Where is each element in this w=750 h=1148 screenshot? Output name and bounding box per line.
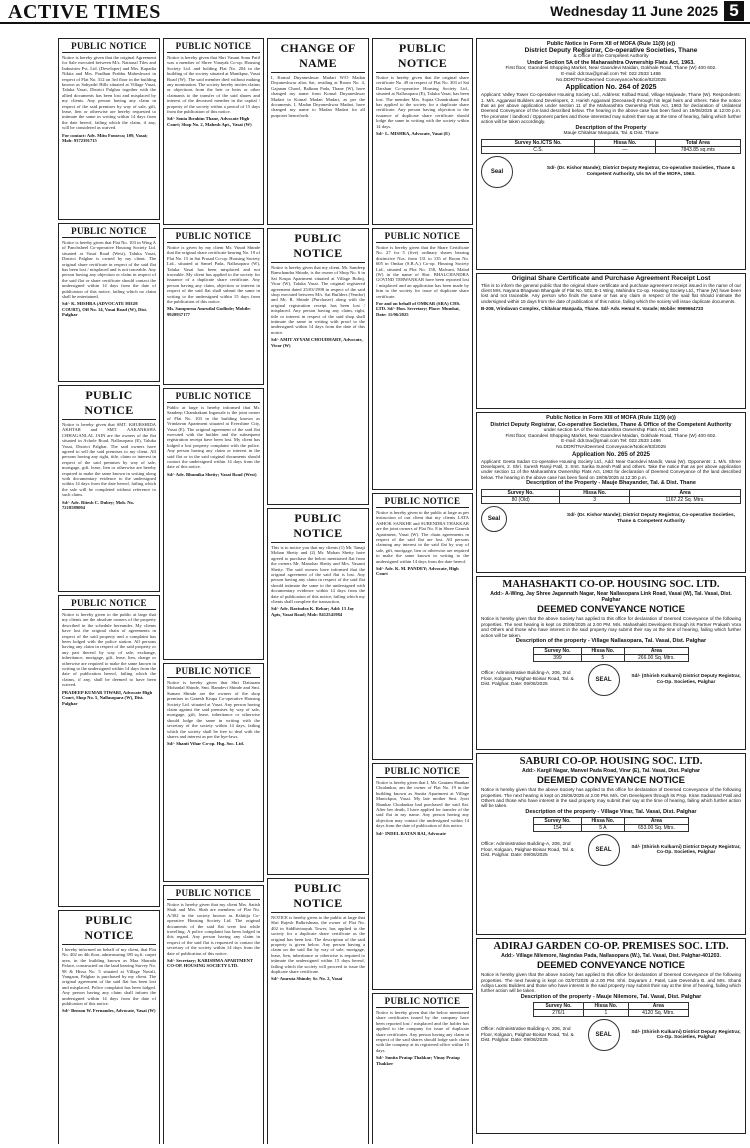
notice-body: Notice is hereby given that the above Society has applied to this office for declaration of Deemed Conveyance of the following properties. The next hearing is kept on 25/06/2025 at 2.00 PM. M/s. Mahashakti Developers through its Partner Prakash Vora and Others and those who have interest in the said property may submit their say at the time of hearing, failing which further action will be taken. [481,616,741,638]
notice-title: Original Share Certificate and Purchase Agreement Receipt Lost [511,275,711,282]
notice-signature: Sd/- INDEL RATAN BAI, Advocate [376,830,446,836]
officer-signature: Sd/- (Shirish Kulkarni) District Deputy Registrar, Co-Op. Societies, Palghar [631,844,741,856]
notice-title: PUBLIC NOTICE [376,996,469,1008]
notice-signature: For and on behalf of OMKAR (SRA) CHS. LTD. Sd/- Hon. Secretary; Place: Mumbai, Date: 11/06/2025 [376,301,461,317]
table-cell: 80 (Old) [482,496,560,503]
table-header: Area [628,1003,688,1010]
table-cell: 276/1 [534,1010,584,1017]
deemed-conveyance-heading: DEEMED CONVEYANCE NOTICE [537,775,685,787]
table-header: Hissa No. [581,818,624,825]
society-name: MAHASHAKTI CO-OP. HOUSING SOC. LTD. [502,579,720,590]
notice-signature: Sd/- L. MISHRA, Advocate, Vasai (E) [376,131,450,137]
office-contact: E-mail: ddr.tna@gmail.com Tel: 022 2533 1486 [561,71,661,77]
table-header: Survey No. [534,818,582,825]
table-cell: C.S. [482,146,595,153]
notice-body: Notice is given by my client Mr. Vinod Shinde that the original share certificate bearing No. 19 of Flat No. 15 in Sai Prasad Co-op. Housing Society Ltd., situated at Samel Pada, Nallasopara (W), Taluka Vasai has been misplaced and not traceable. My client has applied to the society for issuance of a duplicate share certificate. Any person having any claim, objection or interest in respect of the said flat shall submit the same in writing to the undersigned within 15 days from the publication of this notice. [167,245,260,305]
seal-stamp: Seal [481,156,513,188]
column-3 [267,38,369,1144]
public-notice [372,493,473,760]
form-line: Public Notice in Form XIII of MOFA (Rule 11(9) (e)) [546,415,676,421]
notice-title: PUBLIC NOTICE [376,231,469,243]
table-header: Survey No. [534,647,582,654]
notice-body: Notice is hereby given that my client, Mr. Sandeep Ramchandra Shinde, is the owner of Shop No. 6 in Sai Krupa Apartment situated at Village Bolinj, Virar (W), Taluka Vasai. The original registered agreement dated 25/03/1998 in respect of the said shop executed between M/s. Sai Builders (Vendor) and Mr. R. Shinde (Purchaser) along with the original registration receipt has been lost / misplaced. Any person having any claim, right, title or interest in respect of the said shop shall intimate the same in writing with proof to the undersigned within 14 days from the date of this notice. [271,265,365,335]
notice-body: Notice is hereby given that Shri Dattaram Mohanlal Shinde, Smt. Ramdevi Shinde and Smt. Suman Shinde are the owners of the shop premises in Ganesh Krupa Co-operative Housing Society Ltd. situated at Vasai. Any person having claim against the said premises by way of sale, mortgage, gift, lease, inheritance or otherwise should lodge the same in writing with the secretary of the society within 14 days, failing which the society shall be free to deal with the shares and interest as per the bye-laws. [167,680,260,740]
society-name: ADIRAJ GARDEN CO-OP. PREMISES SOC. LTD. [493,941,729,952]
deemed-conveyance-heading: DEEMED CONVEYANCE NOTICE [537,604,685,616]
reference-number: No.DDR/TNA/Deemed Conveyance/Notice/63/2025 [556,444,666,450]
public-notice [267,508,369,875]
notice-title: PUBLIC NOTICE [167,41,260,53]
notice-signature: Sd/- Adv. Ritesh C. Dubey; Mob. No. 7218589094 [62,499,134,511]
office-subtitle: & Office of the Competent Authority [573,54,649,60]
notice-title: PUBLIC NOTICE [271,511,365,543]
table-cell: 653.00 Sq. Mtrs. [624,825,688,832]
public-notice [58,595,160,907]
property-location: Mauje Chitalsar Manpada, Tal. & Dist. Thane [563,131,659,137]
deemed-conveyance-notice [476,938,746,1134]
table-cell: 5 A [581,825,624,832]
notice-body: Public at large is hereby informed that Mr. Sandeep Chandrakant Ingawale is the joint owner of Flat No. 103 in the building known as Vrindavan Apartment situated at Evershine City, Vasai (E). The original agreement of the said flat executed with the builder and the subsequent registration receipt have been lost. My client has lodged a lost property complaint with the police. Any person having any claim or interest in the said flat or in the said original documents should contact the undersigned within 14 days from the date of this notice. [167,405,260,470]
deemed-conveyance-notice [476,753,746,935]
notice-title: PUBLIC NOTICE [376,766,469,778]
notice-title: PUBLIC NOTICE [167,666,260,678]
society-address: Add:- Kargil Nagar, Manvel Pada Road, Virar (E), Tal. Vasai, Dist. Palghar [522,768,700,774]
act-line: under section 5A of the Maharashtra Ownership Flats Act, 1963 [543,428,679,434]
notice-title: PUBLIC NOTICE [271,881,365,913]
act-line: Under Section 5A of the Maharashtra Ownership Flats Act, 1963. [527,59,695,66]
column-2 [163,38,264,1144]
public-notice [163,388,264,660]
notice-body: Notice is hereby given to the public at large that my clients are the absolute owners of the property described in the schedule hereunder. My clients have lost the original chain of agreements in respect of the said property and a complaint has been lodged with the police station. All persons having any claim in respect of the said property or any part thereof by way of sale, exchange, inheritance, mortgage, gift, lease, lien, charge or otherwise are required to make the same known in writing to the undersigned within 14 days from the date of publication hereof, failing which the claims, if any, shall be deemed to have been waived. [62,612,156,688]
table-cell: 7843.85 sq.mts [655,146,740,153]
notice-body: Notice is hereby given that the original share certificate No. 49 in respect of Flat No. 303 of Sai Darshan Co-operative Housing Society Ltd., situated at Nallasopara (E), Taluka Vasai, has been lost. The member Mrs. Sujata Chandrakant Patil has applied to the society for a duplicate share certificate. Any person having objection to the issuance of duplicate share certificate should lodge the same in writing with the society within 14 days. [376,75,469,129]
office-contact: E-mail: ddr.tna@gmail.com Tel: 022 2533 1486 [561,439,661,445]
notice-body: Notice is hereby given that SMT. KHURSHIDA AKHTAR and SMT. AAKANKSHA CHHAGANLAL JAIN are the owners of the flat situated in Achole Road, Nallasopara (E), Taluka Vasai, District Palghar. The said owners have agreed to sell the said premises to my client. All persons having any right, title, claim or interest in respect of the said premises by way of sale, mortgage, gift, lease, lien or otherwise are hereby required to make the same known in writing along with documentary evidence to the undersigned within 14 days from the date hereof, failing which the sale will be completed without reference to such claim. [62,422,156,498]
table-cell: 4120 Sq. Mtrs. [628,1010,688,1017]
deemed-conveyance-heading: DEEMED CONVEYANCE NOTICE [537,960,685,972]
office-name: District Deputy Registrar, Co-operative Societies, Thane & Office of the Competent Authority [490,421,732,428]
notice-signature: Sd/- Shanti Vihar Co-op. Hsg. Soc. Ltd. [167,741,245,747]
property-description: Description of the property - Mauje Nilemore, Tal. Vasai, Dist. Palghar [520,993,702,1000]
notice-body: This is to inform the general public that the original share certificate and purchase agreement receipt issued in the name of our client Mrs. Nayana Bhagwan Bhangale of Flat No. 502, B-1 Wing, Mahindra Co-op. Housing Society Ltd., Thane (W) have been lost and not traceable. Any person who finds the same or has any claim in respect of the said flat should intimate the undersigned within 15 days from the date of publication of this notice, failing which the society will issue duplicate documents. [481,282,741,304]
form-xii-notice [476,38,746,270]
officer-signature: Sd/- (Dr. Kishor Mande); District Deputy Registrar, Co-operative Societies, Thane & Competent Authority, U/s 5A of the MOFA, 1963. [546,166,736,177]
table-header: Hissa No. [584,1003,629,1010]
table-row [482,146,741,153]
notice-body: Notice is hereby given that I, Mr. Gautam Shankar Chodankar, am the owner of Flat No. 19 in the building known as Sunita Apartment at Village Manickpur, Vasai. My late mother Smt. Jyoti Shankar Chodankar had purchased the said flat. After her death, I have applied for transfer of the said flat in my name. Any person having any objection may contact the undersigned within 14 days from the date of publication of this notice. [376,780,469,829]
officer-signature: Sd/- (Dr. Kishor Mande); District Deputy Registrar, Co-operative Societies, Thane & Competent Authority [567,513,735,524]
public-notice [58,223,160,382]
notice-body: Notice is hereby given that the below mentioned share certificates issued by the company have been reported lost / misplaced and the holder has applied to the company for issue of duplicate share certificates. Any person having any claim in respect of the said shares should lodge such claim with the company at its registered office within 15 days. [376,1010,469,1053]
society-address: Add:- Village Nilemore, Nagindas Pada, Nallasopara (W.), Tal. Vasai, Dist. Palghar-401203. [501,953,721,959]
public-notice [372,228,473,490]
notice-body: Notice is hereby given that Shri Vasant Sonu Patil was a member of Shree Vinayak Co-op. Housing Society Ltd. and holding Flat No. 204 in the building of the society situated at Manikpur, Vasai Road (W). The said member died without making any nomination. The society hereby invites claims or objections from the heir or heirs or other claimants to the transfer of the said shares and interest of the deceased member in the capital / property of the society within a period of 15 days from the publication of this notice. [167,55,260,115]
lost-certificate-notice [476,273,746,409]
public-notice [163,663,264,882]
application-number: Application No. 265 of 2025 [571,451,651,458]
table-header: Hissa No. [581,647,624,654]
table-cell: 266.00 Sq. Mtrs. [624,654,688,661]
notice-signature: Sd/- AMIT AYYAM CHOUDHARY, Advocate, Virar (W) [271,337,363,348]
table-header: Survey No. [534,1003,584,1010]
notice-title: PUBLIC NOTICE [62,388,156,420]
signature-row [481,664,741,696]
application-number: Application No. 264 of 2025 [565,84,657,92]
public-notice [58,38,160,220]
table-row [534,825,689,832]
notice-signature: Sd/- Secretary; KARISHMA APARTMENT CO-OP. HOUSING SOCIETY LTD. [167,958,253,969]
masthead-title: ACTIVE TIMES [8,1,161,23]
notice-signature: PRADEEP KUMAR TIWARI, Advocate High Court, Shop No. 5, Nallasopara (W), Dist. Palghar [62,689,153,706]
notice-body: Applicant: Valley Tower Co-operative Housing Society Ltd., Address: Kolbad Road, Village Majiwade, Thane (W). Respondents: 1. M/s. Aggarwal Builders and Developers, 2. Harish Aggarwal (Deceased) through his legal heirs and others. Take the notice that as per above application under section 11 of the Maharashtra Ownership Flats Act, 1963 for declaration of Unilateral Deemed Conveyance of the land described below. The hearing in the above case has been fixed on 19/06/2025 at 12:00 p.m. The promoter / landlord / Opponent parties and those interested may submit their say at the time of hearing, failing which further action will be taken accordingly. [481,92,741,125]
notice-body: Notice is hereby given that the above Society has applied to this office for declaration of Deemed Conveyance of the following properties. The next hearing is kept on 25/06/2025 at 2.00 PM. M/s. Om Developers through its Prop. Kiran Sadanand Patil and Others and those who have interest in the said property may submit their say at the time of hearing, failing which further action will be taken. [481,787,741,809]
seal-stamp: SEAL [588,1019,620,1051]
table-header: Area [630,489,741,496]
notice-body: I hereby informed on behalf of my client, that Flat No. 402 on 4th floor, admeasuring 395 sq.ft. carpet area, in the building known as Maa Sharada Palace, constructed on the land bearing Survey No. 98 & Hissa No. 5 situated at Village Navali, Vangaon, Palghar is purchased by my client. The original agreement of the said flat has been lost and misplaced. Police complaint has been lodged. Any person having any claim shall inform the undersigned within 14 days from the date of publication of this notice. [62,947,157,1007]
notice-body: Notice is hereby given that Flat No. 103 in Wing A of Panchsheel Co-operative Housing Society Ltd. situated at Vasai Road (West), Taluka Vasai, District Palghar is owned by my client. The original share certificate in respect of the said flat has been lost / misplaced and is not traceable. Any person having any objection or claim in respect of the said flat or share certificate should contact the undersigned within 14 days from the date of publication of this notice, failing which no claim shall be entertained. [62,240,156,300]
notice-body: Notice is hereby given that my client Mrs. Satish Shah and Mrs. Shah are members of Flat No. A/302 in the society known as Kshitija Co-operative Housing Society Ltd. The original documents of the said flat were lost while travelling. A police complaint has been lodged in this regard. Any person having any claim in respect of the said flat is requested to contact the secretary of the society within 14 days from the date of publication of this notice. [167,902,260,956]
notice-signature: Sd/- Adv. K. M. PANDEY; Advocate, High Court [376,566,459,577]
table-row [534,1010,689,1017]
notice-title: PUBLIC NOTICE [167,231,260,243]
table-header: Hissa No. [560,489,630,496]
table-cell: 399 [534,654,582,661]
notice-title: PUBLIC NOTICE [271,231,365,263]
column-1 [58,38,160,1144]
office-address: First floor, Gaondevi Shopping Market, Near Gaondevi Maidan, Gokhale Road, Thane (W) 400 602. [505,433,717,439]
property-description-title: Description of the Property - Mauje Bhayander, Tal. & Dist. Thane [526,480,696,487]
office-address: First floor, Gaondevi Shopping Market, Near Gaondevi Maidan, Gokhale Road, Thane (W) 400 602. [505,66,717,72]
officer-signature: Sd/- (Shirish Kulkarni) District Deputy Registrar, Co-Op. Societies, Palghar [631,674,741,685]
table-cell: 154 [534,825,582,832]
table-cell: 1167.22 Sq. Mtrs. [630,496,741,503]
public-notice [372,763,473,990]
table-header: Total Area [655,139,740,146]
newspaper-header [0,0,750,24]
notice-body: NOTICE is hereby given to the public at large that Shri Rajesh Balkrishnan, the owner of Flat No. 402 in Siddhivinayak Tower, has applied to the society for a duplicate share certificate as the original has been lost. The description of the said property is given below. Any person having a claim on the said flat by way of sale, mortgage, lease, lien, inheritance or otherwise is required to intimate the undersigned within 15 days hereof, failing which the society will proceed to issue the duplicate share certificate. [271,915,365,975]
office-address: Office: Administrative Building-A, 206, 2nd Floor, Kolgaon, Palghar-Boisar Road, Tal. & Dist. Palghar. Date: 09/06/2025 [481,1027,574,1044]
notice-title: CHANGE OF NAME [271,41,365,73]
notice-title: PUBLIC NOTICE [167,888,260,900]
column-5 [476,38,746,1144]
public-notice [163,38,264,225]
public-notice [372,38,473,225]
notice-title: PUBLIC NOTICE [62,598,156,610]
notice-body: This is to notice you that my clients (1) Mr. Tanaji Mohan Shetty and (2) Mr. Mohan Shetty have agreed to purchase the below mentioned flat from the owners Mr. Manohar Shetty and Mrs. Vasanti Shetty. The said owners have informed that the original agreement of the said flat is lost. Any person having any claim in respect of the said flat should intimate the same to the undersigned with documentary evidence within 14 days from the date of publication of this notice, failing which my clients shall complete the transaction. [271,545,365,605]
public-notice [58,385,160,592]
table-header: Survey No. [482,489,560,496]
property-table [481,139,741,154]
property-table [533,1002,689,1017]
notice-signature: Sd/- Sunita Pratap Thakkar; Vinay Pratap Thakker [376,1055,460,1066]
table-cell: 5 [581,654,624,661]
signature-row [481,834,741,866]
form-xiii-notice [476,412,746,573]
notice-body: I, Komal Dnyaneshwar Madari W/O Madan Dnyaneshwar alias Sai, residing at Room No. 4, Gajanan Chawl, Balkum Pada, Thane (W), have changed my name from Komal Dnyaneshwar Madari to Komal Madan Madari, as per the documents. I, Madan Dnyaneshwar Madari, have changed my name to Madan Madari for all purposes henceforth. [271,75,365,118]
seal-stamp: Seal [481,506,507,532]
notice-body: Applicant: Geeta Sadan Co-operative Housing Society Ltd., Add: Near Gaondevi Mandir, Vasai (W). Opponents: 1. M/s. Shree Developers, 2. Shri. Suresh Ramji Patil, 3. Smt. Sarika Suresh Patil and others. Take the notice that as per above application under section 11 of the Maharashtra Ownership Flats Act, 1963 for declaration of Deemed Conveyance of the land described below. The hearing in the above case has been fixed on 19/06/2025 at 12:30 p.m. [481,458,741,480]
office-name: District Deputy Registrar, Co-operative Societies, Thane [524,46,698,54]
table-header: Survey No./CTS No. [482,139,595,146]
notice-body: Notice is hereby given that the Share Certificate No. 27 for 5 (five) ordinary shares bearing distinctive Nos. from 131 to 135 of Room No. 605 in Omkar (S.R.A.) Co-op. Housing Society Ltd., situated at Plot No. 158, Malvani, Malad (W) in the name of Shri. BHALCHANDRA GOVIND TERWANKAR have been reported lost / misplaced and an application has been made by him to the society for issue of duplicate share certificate. [376,245,469,299]
notice-body: Notice is hereby given to the public at large as per instruction of our client that my clients LATA ASHOK SANKHE and SURENDRA THAKKAR are the joint owners of Flat No. 8 in Shree Ganesh Apartment, Vasai (W). The chain agreements in respect of the said flat are lost. All persons claiming any interest in the said flat by way of sale, gift, mortgage, lien or otherwise are required to make the same known in writing to the undersigned within 14 days from the date hereof. [376,510,469,564]
property-description: Description of the property - Village Nallasopara, Tal. Vasai, Dist. Palghar [515,638,707,645]
society-name: SABURI CO-OP. HOUSING SOC. LTD. [519,756,703,767]
property-table [533,817,689,832]
public-notice [163,228,264,385]
table-header: Hissa No. [595,139,656,146]
deemed-conveyance-notice [476,576,746,750]
notice-body: Notice is hereby given that the original Agreement for Sale executed between M/s. National Tiles and Industries Pvt. Ltd. (Developer) and Mrs. Kapadia Nikita and Mrs. Pradhan Prabhu Maheshwari in respect of Flat No. 312 on 3rd floor in the building known as Sahyadri Hills situated at Village Vasai, Taluka Vasai, District Palghar together with the allied documents has been lost and misplaced by my clients. Any person having any claim in respect of the said premises by way of sale, gift, lease, lien or otherwise are hereby requested to intimate the same in writing within 14 days from the date hereof, failing which the claim, if any, will be considered as waived. [62,55,156,131]
notice-body: Notice is hereby given that the above Society has applied to this office for declaration of Deemed Conveyance of the following properties. The next hearing is kept on 02/07/2025 at 2.00 PM. Shri. Dayaram J. Patel, Late Devendra B. and Mrs. Shanti Aditya Laxmi Builders and those who have interest in the said property may submit their say at the time of hearing, failing which further action will be taken. [481,972,741,994]
property-table [481,489,741,504]
notice-title: PUBLIC NOTICE [62,913,156,945]
form-line: Public Notice in Form XII of MOFA (Rule 11(9) (e)) [546,41,676,47]
issue-date: Wednesday 11 June 2025 [550,3,718,19]
office-address: Office: Administrative Building-A, 206, 2nd Floor, Kolgaon, Palghar-Boisar Road, Tal. & Dist. Palghar. Date: 09/06/2025 [481,842,574,859]
signature-row [481,1019,741,1051]
property-description: Description of the property - Village Virar, Tal. Vasai, Dist. Palghar [525,808,697,815]
signature-row [481,506,741,532]
table-cell: 3 [560,496,630,503]
public-notice [163,885,264,1144]
notice-signature: Sd/- Adv. Bhumika Shetty; Vasai Road (West) [167,471,257,477]
officer-signature: Sd/- (Shirish Kulkarni) District Deputy Registrar, Co-Op. Societies, Palghar [631,1029,741,1041]
signature-row [481,156,741,188]
column-4 [372,38,473,1144]
table-header: Area [624,647,688,654]
notice-title: PUBLIC NOTICE [167,391,260,403]
notice-signature: For contact: Adv. Mitu Fonseca; 109, Vasai; Mob: 9372391715 [62,132,148,144]
table-cell: — [595,146,656,153]
office-address: Office: Administrative Building-A, 206, 2nd Floor, Kolgaon, Palghar-Boisar Road, Tal. & Dist. Palghar. Date: 09/06/2025 [481,671,574,688]
notice-title: PUBLIC NOTICE [62,41,156,53]
public-notice [58,910,160,1144]
property-description-title: Description of the Property [575,124,647,131]
notice-signature: Sd/- Benson W. Fernandes, Advocate, Vasai (W) [62,1008,156,1014]
page-number: 5 [724,1,744,21]
table-row [482,496,741,503]
table-cell: 1 [584,1010,629,1017]
notice-title: PUBLIC NOTICE [376,41,469,73]
society-address: Add:- A-Wing, Jay Shree Jagannath Nagar, Near Nallasopara Link Road, Vasai (W), Tal. Vasai, Dist. Palghar [490,591,732,604]
seal-stamp: SEAL [588,664,620,696]
notice-title: PUBLIC NOTICE [376,496,469,508]
notice-title: PUBLIC NOTICE [62,226,156,238]
reference-number: No.DDR/TNA/Deemed Conveyance/Notice/62/2025 [556,77,666,83]
notice-signature: Sd/- Adv. Ravindra K. Rebar; Add: 13 Jay Apts, Vasai Road; Mob: 8412541984 [271,606,355,617]
notice-signature: Sd/- Amruta Shinde; Sr. No. 2, Vasai [271,976,343,982]
public-notice [267,228,369,505]
seal-stamp: SEAL [588,834,620,866]
notice-signature: B-208, Vrindavan Complex, Chitalsar Manpada, Thane. Sd/- Adv. Hemal K. Varade; Mobile: 9969664733 [481,306,704,312]
property-table [533,647,689,662]
table-row [534,654,689,661]
change-of-name-notice [267,38,369,225]
notice-signature: Ms. Sampurna Amrutlal Godbole; Mobile: 9920937177 [167,306,251,317]
notice-signature: Sd/- K. MISHRA (ADVOCATE HIGH COURT), Off No. 14, Vasai Road (W), Dist. Palghar [62,301,148,318]
public-notice [267,878,369,1144]
public-notice [372,993,473,1144]
notice-signature: Sd/- Sonia Ibrahim Thane, Advocate High Court; Shop No. 2, Mahesh Apt., Vasai (W) [167,116,252,127]
table-header: Area [624,818,688,825]
